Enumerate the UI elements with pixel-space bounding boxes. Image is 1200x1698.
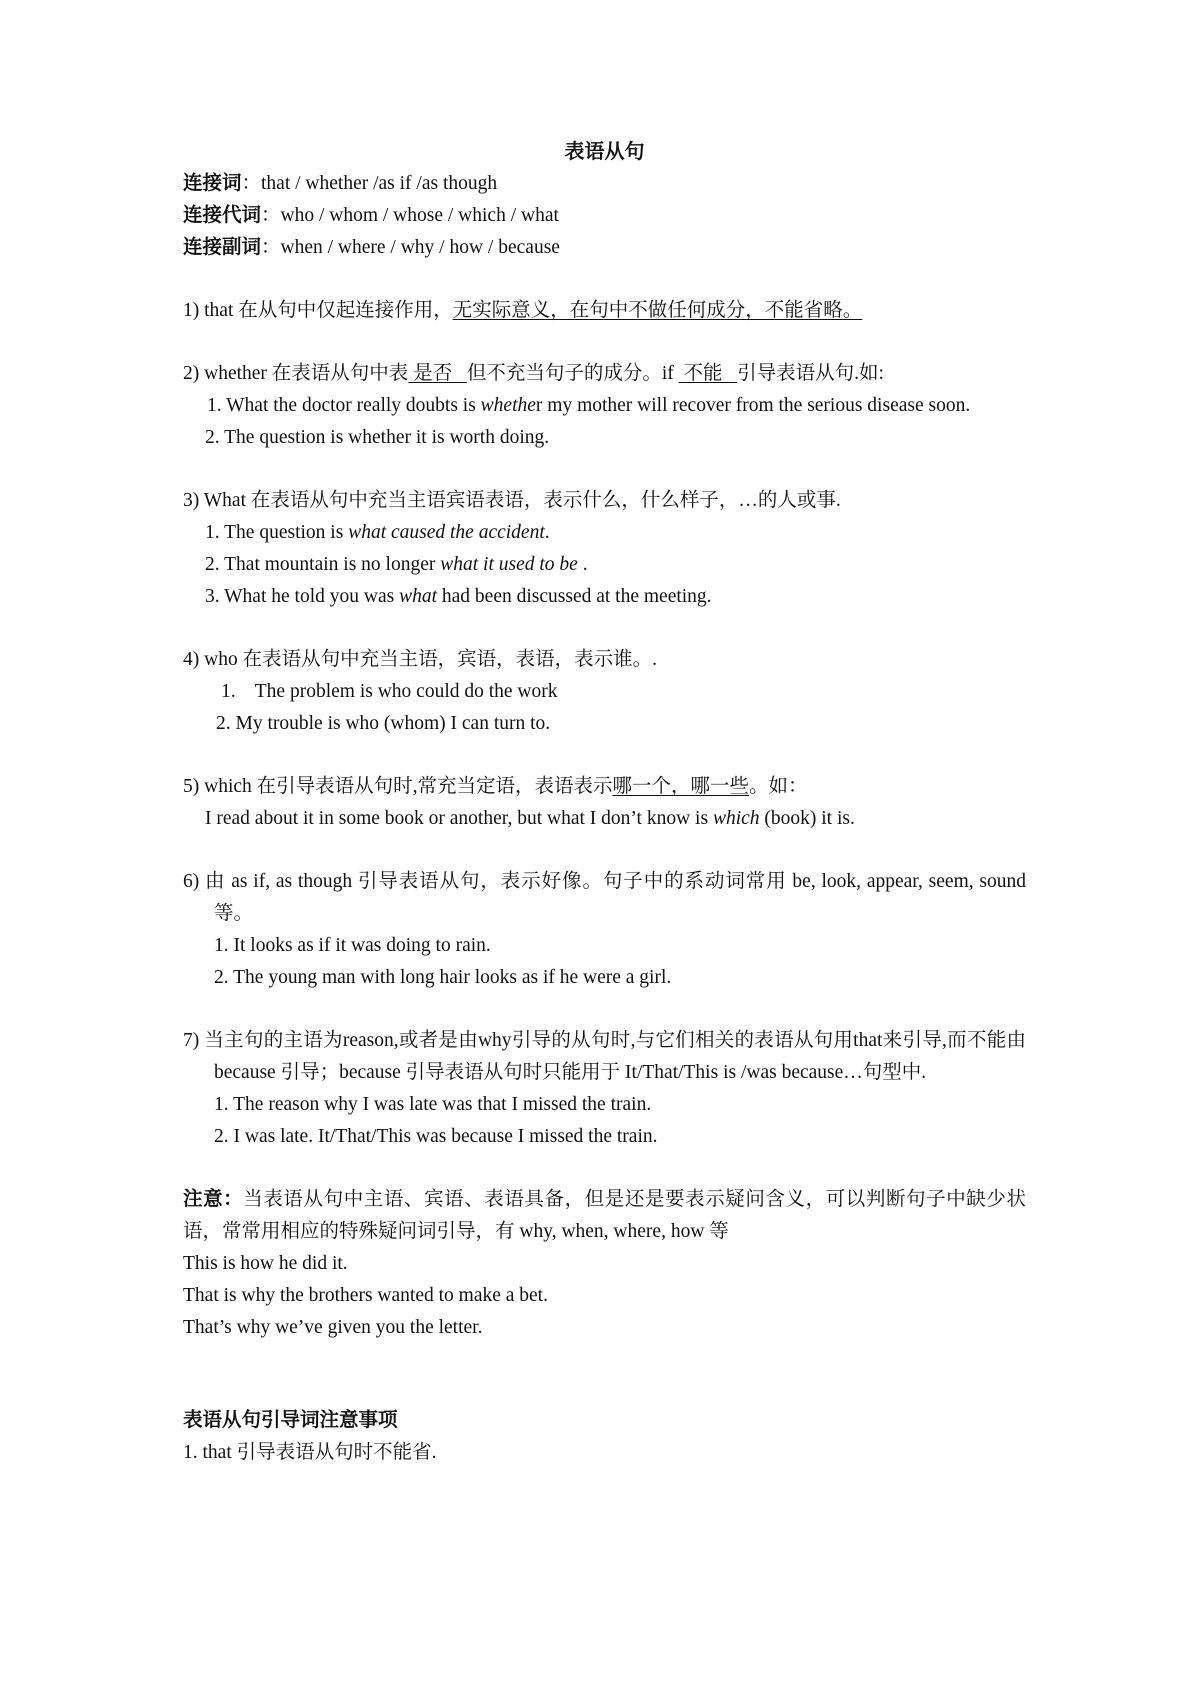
s3-ex2-post: . <box>577 554 588 575</box>
section-2-title: 表语从句引导词注意事项 <box>183 1410 398 1431</box>
s2-text-mid: 但不充当句子的成分。if <box>466 363 679 384</box>
s3-ex1-pre: 1. The question is <box>205 522 349 543</box>
document-page <box>183 136 1026 1469</box>
note-example-3: That’s why we’ve given you the letter. <box>183 1317 483 1338</box>
s3-ex3-post: had been discussed at the meeting. <box>437 586 712 607</box>
s2-ex1-pre: 1. What the doctor really doubts is <box>207 395 481 416</box>
connective-value: ：when / where / why / how / because <box>261 237 560 258</box>
s2-example-1 <box>183 390 1026 422</box>
connective-label: 连接词 <box>183 173 242 194</box>
connective-value: ：that / whether /as if /as though <box>241 173 498 194</box>
section-3-head: 3) What 在表语从句中充当主语宾语表语，表示什么，什么样子，…的人或事. <box>183 490 841 511</box>
s6-example-2: 2. The young man with long hair looks as if he were a girl. <box>214 967 672 988</box>
s5-ex-pre: I read about it in some book or another, but what I don’t know is <box>205 808 713 829</box>
s2-example-2: 2. The question is whether it is worth doing. <box>205 427 550 448</box>
s2-blank-1: 是否 <box>408 363 467 384</box>
s7-example-1: 1. The reason why I was late was that I missed the train. <box>214 1094 652 1115</box>
s5-ex-post: (book) it is. <box>759 808 855 829</box>
s3-ex1-post: . <box>544 522 550 543</box>
s2-text-pre: 2) whether 在表语从句中表 <box>183 363 409 384</box>
section-1 <box>183 295 1026 327</box>
note-example-2: That is why the brothers wanted to make a bet. <box>183 1285 548 1306</box>
s7-example-2: 2. I was late. It/That/This was because I missed the train. <box>214 1126 658 1147</box>
note-text: 当表语从句中主语、宾语、表语具备，但是还是要表示疑问含义，可以判断句子中缺少状语，常常用相应的特殊疑问词引导，有 why, when, where, how 等 <box>183 1189 1026 1242</box>
s3-ex3-em: what <box>399 586 438 607</box>
s3-ex1-em: what caused the accident <box>348 522 545 543</box>
s1-text: 1) that 在从句中仅起连接作用， <box>183 300 453 321</box>
s5-text-post: 。如： <box>749 776 808 797</box>
section-2-item-1: 1. that 引导表语从句时不能省. <box>183 1442 437 1463</box>
s3-ex2-em: what it used to be <box>440 554 578 575</box>
s2-text-post: 引导表语从句.如: <box>737 363 884 384</box>
s4-example-1: 1. The problem is who could do the work <box>221 681 558 702</box>
s3-example-1 <box>183 517 1026 549</box>
s3-ex3-pre: 3. What he told you was <box>205 586 400 607</box>
connective-label: 连接副词 <box>183 237 262 258</box>
connective-value: ：who / whom / whose / which / what <box>261 205 559 226</box>
section-6-head: 6) 由 as if, as though 引导表语从句，表示好像。句子中的系动词常用 be, look, appear, seem, sound 等。 <box>183 871 1026 924</box>
s5-text-pre: 5) which 在引导表语从句时,常充当定语，表语表示 <box>183 776 613 797</box>
note-label: 注意： <box>183 1189 244 1210</box>
s2-blank-2: 不能 <box>678 363 738 384</box>
s2-ex1-em: whethe <box>480 395 536 416</box>
section-4-head: 4) who 在表语从句中充当主语，宾语，表语，表示谁。. <box>183 649 657 670</box>
s6-example-1: 1. It looks as if it was doing to rain. <box>214 935 491 956</box>
section-2-head <box>183 358 1026 390</box>
connective-label: 连接代词 <box>183 205 262 226</box>
section-7-head: 7) 当主句的主语为reason,或者是由why引导的从句时,与它们相关的表语从句用that来引导,而不能由 because 引导；because 引导表语从句时只能用于 It/That/This is /was because…句型中. <box>183 1030 1026 1083</box>
s1-underlined: 无实际意义，在句中不做任何成分，不能省略。 <box>452 300 863 321</box>
s2-ex1-post: r my mother will recover from the serious disease soon. <box>535 395 971 416</box>
connective-line-3 <box>183 232 1026 264</box>
s3-ex2-pre: 2. That mountain is no longer <box>205 554 441 575</box>
connective-line-1 <box>183 168 1026 200</box>
section-5-head <box>183 771 1026 803</box>
note-example-1: This is how he did it. <box>183 1253 348 1274</box>
s5-example <box>183 803 1026 835</box>
note-paragraph <box>183 1184 1026 1248</box>
s3-example-2 <box>183 549 1026 581</box>
s3-example-3 <box>183 581 1026 613</box>
s4-example-2: 2. My trouble is who (whom) I can turn to. <box>216 713 551 734</box>
page-title: 表语从句 <box>564 141 645 163</box>
connective-line-2 <box>183 200 1026 232</box>
s5-underlined: 哪一个，哪一些 <box>612 776 750 797</box>
s5-ex-em: which <box>712 808 760 829</box>
